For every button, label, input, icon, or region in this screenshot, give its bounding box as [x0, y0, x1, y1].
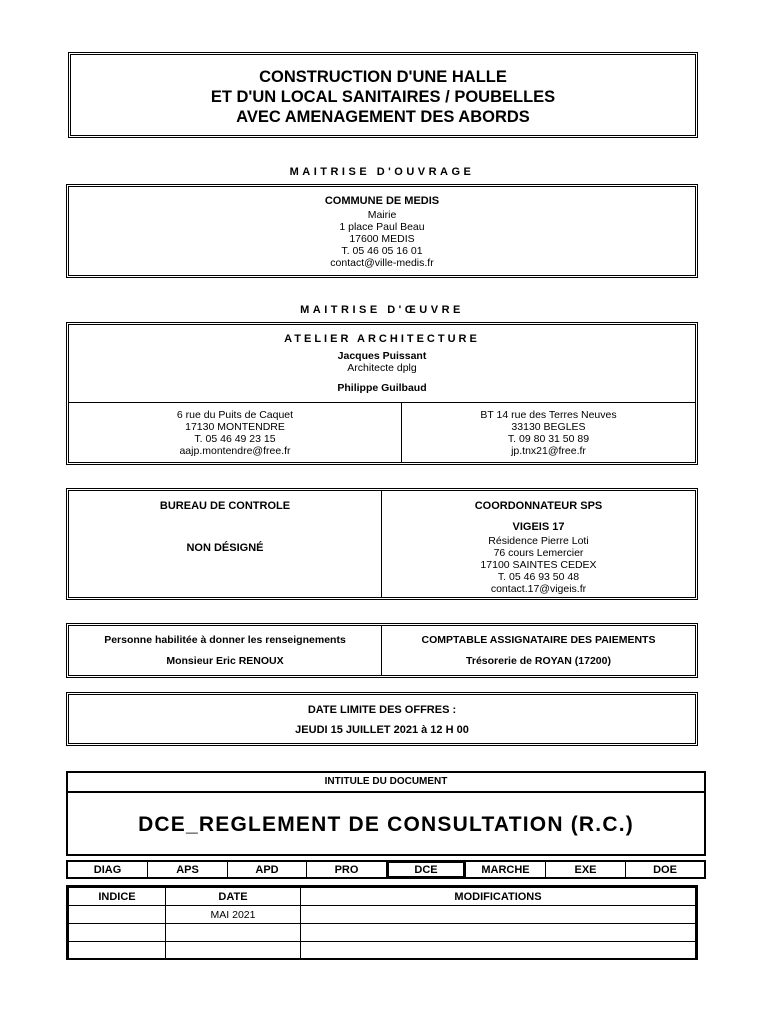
- bureau-controle-heading: BUREAU DE CONTROLE: [159, 500, 291, 512]
- client-name: COMMUNE DE MEDIS: [324, 195, 440, 207]
- office-montendre-line-2: 17130 MONTENDRE: [185, 421, 285, 433]
- sps-name: VIGEIS 17: [512, 521, 565, 533]
- divider-horizontal: [69, 402, 695, 403]
- architect-1-title: Architecte dplg: [347, 362, 417, 374]
- project-title-box: [68, 52, 698, 138]
- date-limite-value: JEUDI 15 JUILLET 2021 à 12 H 00: [295, 724, 469, 736]
- cell-date: MAI 2021: [166, 906, 301, 924]
- client-line-1: Mairie: [367, 209, 397, 221]
- phase-dce-active: DCE: [386, 860, 466, 879]
- date-limite-box: [66, 692, 698, 746]
- controle-sps-box: [66, 488, 698, 600]
- phase-bar: [66, 860, 706, 879]
- table-header-row: [69, 888, 696, 906]
- office-montendre: [69, 409, 401, 457]
- firm-name: ATELIER ARCHITECTURE: [284, 333, 480, 345]
- sps-line-1: Résidence Pierre Loti: [488, 535, 589, 547]
- phase-doe: DOE: [653, 864, 677, 876]
- office-begles: [402, 409, 695, 457]
- table-row: [69, 942, 696, 960]
- architect-2-name: Philippe Guilbaud: [337, 382, 427, 394]
- maitrise-ouvrage-box: [66, 184, 698, 278]
- header-modifications: MODIFICATIONS: [301, 888, 696, 906]
- office-begles-line-3: T. 09 80 31 50 89: [507, 433, 590, 445]
- office-montendre-line-3: T. 05 46 49 23 15: [194, 433, 276, 445]
- sps-line-5: contact.17@vigeis.fr: [490, 583, 587, 595]
- document-label-box: [66, 771, 706, 793]
- cell-indice: [69, 942, 166, 960]
- comptable-value: Trésorerie de ROYAN (17200): [466, 655, 611, 667]
- cell-indice: [69, 924, 166, 942]
- sps-line-2: 76 cours Lemercier: [493, 547, 584, 559]
- document-title-box: [66, 792, 706, 856]
- office-begles-line-4: jp.tnx21@free.fr: [511, 445, 586, 457]
- project-title-line-2: ET D'UN LOCAL SANITAIRES / POUBELLES: [210, 88, 556, 106]
- office-begles-line-1: BT 14 rue des Terres Neuves: [480, 409, 617, 421]
- personne-habilitee-value: Monsieur Eric RENOUX: [166, 655, 284, 667]
- header-date: DATE: [166, 888, 301, 906]
- comptable-heading: COMPTABLE ASSIGNATAIRE DES PAIEMENTS: [421, 634, 656, 646]
- phase-diag: DIAG: [68, 862, 148, 877]
- client-line-4: T. 05 46 05 16 01: [341, 245, 423, 257]
- header-indice: INDICE: [69, 888, 166, 906]
- client-line-3: 17600 MEDIS: [349, 233, 415, 245]
- cell-modifications: [301, 942, 696, 960]
- modifications-table: [68, 887, 696, 960]
- document-label: INTITULE DU DOCUMENT: [324, 776, 448, 787]
- maitrise-oeuvre-heading: MAITRISE D'ŒUVRE: [300, 304, 464, 316]
- client-line-5: contact@ville-medis.fr: [330, 257, 434, 269]
- table-row: [69, 906, 696, 924]
- project-title-line-3: AVEC AMENAGEMENT DES ABORDS: [236, 108, 530, 126]
- cell-modifications: [301, 924, 696, 942]
- cell-indice: [69, 906, 166, 924]
- office-montendre-line-1: 6 rue du Puits de Caquet: [176, 409, 294, 421]
- personne-habilitee-heading: Personne habilitée à donner les renseignements: [104, 634, 346, 646]
- sps-line-4: T. 05 46 93 50 48: [497, 571, 580, 583]
- office-begles-line-2: 33130 BEGLES: [511, 421, 586, 433]
- phase-aps: APS: [148, 862, 228, 877]
- sps-address: [382, 535, 695, 595]
- contacts-box: [66, 623, 698, 678]
- maitrise-ouvrage-heading: MAITRISE D'OUVRAGE: [289, 166, 475, 178]
- project-title-line-1: CONSTRUCTION D'UNE HALLE: [259, 68, 507, 86]
- cell-date: [166, 924, 301, 942]
- bureau-controle-value: NON DÉSIGNÉ: [186, 542, 264, 554]
- sps-heading: COORDONNATEUR SPS: [474, 500, 603, 512]
- phase-exe: EXE: [546, 862, 626, 877]
- phase-pro: PRO: [334, 864, 359, 876]
- table-row: [69, 924, 696, 942]
- modifications-table-wrap: [66, 885, 698, 960]
- date-limite-heading: DATE LIMITE DES OFFRES :: [307, 704, 457, 716]
- phase-apd: APD: [228, 862, 307, 877]
- sps-line-3: 17100 SAINTES CEDEX: [480, 559, 597, 571]
- maitrise-oeuvre-box: [66, 322, 698, 465]
- cell-modifications: [301, 906, 696, 924]
- office-montendre-line-4: aajp.montendre@free.fr: [179, 445, 291, 457]
- document-title: DCE_REGLEMENT DE CONSULTATION (R.C.): [138, 813, 634, 836]
- phase-marche: MARCHE: [466, 862, 546, 877]
- architect-1-name: Jacques Puissant: [337, 350, 427, 362]
- client-line-2: 1 place Paul Beau: [339, 221, 425, 233]
- cell-date: [166, 942, 301, 960]
